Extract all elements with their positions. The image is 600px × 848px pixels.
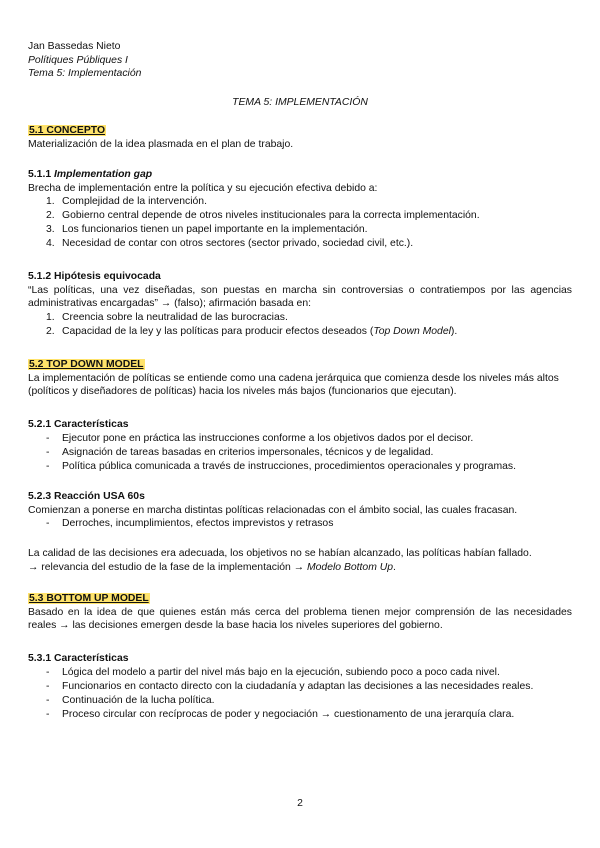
conclusion-line-2: → relevancia del estudio de la fase de la implementación → Modelo Bottom Up. [28, 561, 396, 573]
section-5-1-text: Materialización de la idea plasmada en el plan de trabajo. [28, 138, 294, 150]
list-item: - Proceso circular con recíprocas de poder y negociación → cuestionamento de una jerarquía clara. [46, 708, 515, 720]
conclusion-paragraph [28, 547, 572, 574]
conclusion-line-1: La calidad de las decisiones era adecuada, los objetivos no se habían alcanzado, las políticas habían fallado. [28, 548, 532, 559]
section-heading-5-1: 5.1 CONCEPTO [29, 125, 106, 136]
subsection-heading-5-2-3: 5.2.3 Reacción USA 60s [28, 491, 145, 502]
list-item: 2. Capacidad de la ley y las políticas para producir efectos deseados (Top Down Model). [46, 325, 458, 337]
bullet-list [28, 517, 572, 531]
subsection-heading-5-1-1 [28, 168, 572, 182]
section-5-1-1 [28, 168, 572, 251]
subsection-heading-5-3-1: 5.3.1 Características [28, 653, 129, 664]
section-5-1 [28, 124, 572, 151]
section-5-3-1 [28, 652, 572, 722]
section-5-2 [28, 358, 572, 399]
list-item: 4. Necesidad de contar con otros sectores (sector privado, sociedad civil, etc.). [46, 238, 414, 250]
list-item: - Lógica del modelo a partir del nivel más bajo en la ejecución, subiendo poco a poco cada nivel. [46, 666, 500, 678]
list-item: - Política pública comunicada a través de instrucciones, procedimientos operacionales y programas. [46, 460, 516, 472]
subsection-title: Implementation gap [54, 169, 153, 180]
numbered-list [28, 195, 572, 251]
subsection-heading-5-2-1: 5.2.1 Características [28, 419, 129, 430]
section-5-2-3-text: Comienzan a ponerse en marcha distintas políticas relacionadas con el ámbito social, las cuales fracasan. [28, 504, 518, 516]
topic-name: Tema 5: Implementación [28, 68, 142, 79]
subsection-heading-5-1-2: 5.1.2 Hipótesis equivocada [28, 271, 161, 282]
author-name: Jan Bassedas Nieto [28, 41, 121, 52]
course-name: Polítiques Públiques I [28, 54, 128, 66]
bullet-list [28, 432, 572, 474]
list-item: 2. Gobierno central depende de otros niveles institucionales para la correcta implementación. [46, 210, 480, 222]
page-number: 2 [297, 798, 303, 809]
numbered-list [28, 311, 572, 339]
section-heading-5-3: 5.3 BOTTOM UP MODEL [29, 593, 149, 604]
section-5-1-2-text: “Las políticas, una vez diseñadas, son puestas en marcha sin controversias o contratiempos por las agencias administrativas encargadas” → (falso); afirmación basada en: [28, 284, 572, 310]
list-item: - Derroches, incumplimientos, efectos imprevistos y retrasos [46, 518, 334, 530]
list-item: - Ejecutor pone en práctica las instrucciones conforme a los objetivos dados por el decisor. [46, 432, 474, 444]
section-5-2-1 [28, 418, 572, 474]
section-5-1-1-text: Brecha de implementación entre la política y su ejecución efectiva debido a: [28, 182, 378, 194]
list-item: - Funcionarios en contacto directo con la ciudadanía y adaptan las decisiones a las necesidades reales. [46, 680, 534, 692]
section-heading-5-2: 5.2 TOP DOWN MODEL [29, 359, 144, 370]
section-5-2-text: La implementación de políticas se entiende como una cadena jerárquica que comienza desde los niveles más altos (políticos y diseñadores de políticas) hacia los niveles más bajos (funcionarios que ejecutan). [28, 372, 559, 398]
section-5-2-3 [28, 490, 572, 531]
section-5-1-2 [28, 270, 572, 339]
section-5-3-text: Basado en la idea de que quienes están más cerca del problema tienen mejor comprensión de las necesidades reales → las decisiones emergen desde la base hacia los niveles superiores del gobierno. [28, 606, 572, 632]
section-5-3 [28, 592, 572, 633]
document-header [28, 40, 141, 81]
bullet-list [28, 666, 572, 722]
list-item: - Continuación de la lucha política. [46, 694, 215, 706]
list-item: 1. Complejidad de la intervención. [46, 196, 207, 208]
subsection-number: 5.1.1 [28, 169, 54, 180]
list-item: 1. Creencia sobre la neutralidad de las burocracias. [46, 311, 288, 323]
document-title: TEMA 5: IMPLEMENTACIÓN [232, 97, 368, 108]
list-item: - Asignación de tareas basadas en criterios impersonales, técnicos y de legalidad. [46, 446, 434, 458]
list-item: 3. Los funcionarios tienen un papel importante en la implementación. [46, 224, 368, 236]
